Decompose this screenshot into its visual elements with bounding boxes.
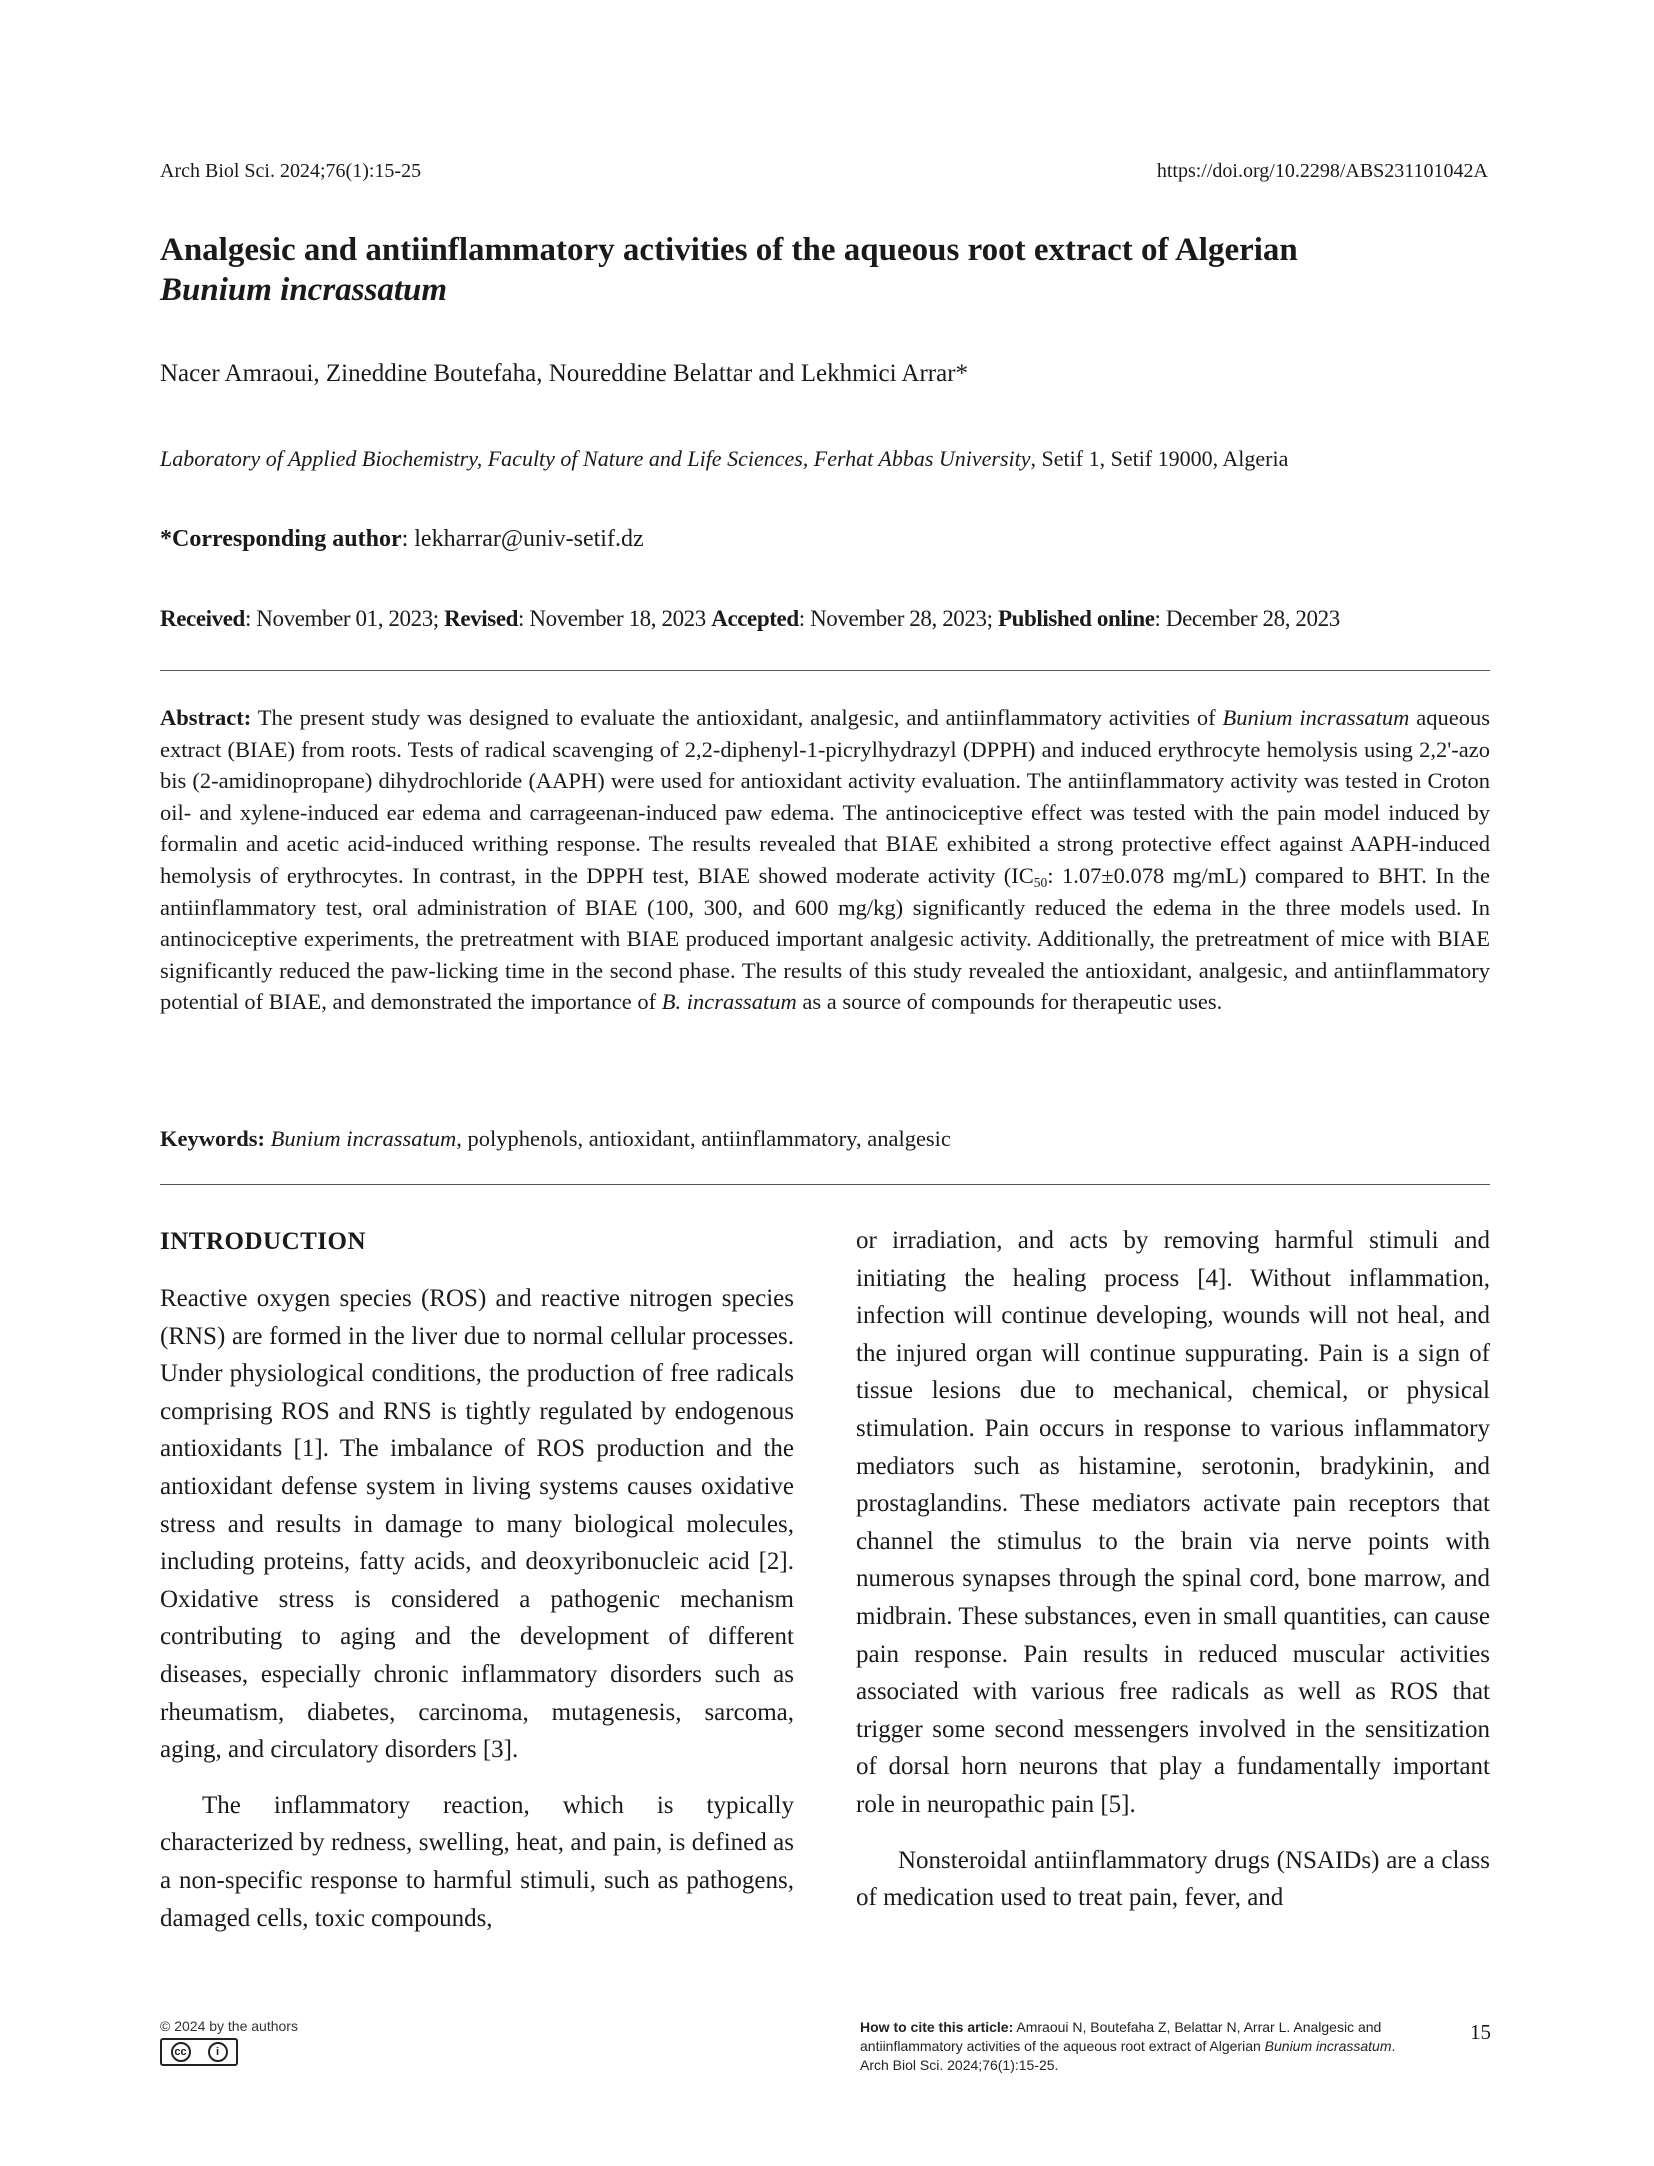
intro-paragraph-3: Nonsteroidal antiinflammatory drugs (NSAIDs) are a class of medication used to treat pain, fever, and xyxy=(856,1846,1490,1912)
copyright-notice: © 2024 by the authors xyxy=(160,2018,298,2034)
published-date: : December 28, 2023 xyxy=(1154,606,1340,631)
divider-top xyxy=(160,670,1490,671)
section-heading: INTRODUCTION xyxy=(160,1228,367,1255)
published-label: Published online xyxy=(997,606,1155,631)
cite-end: . Arch Biol Sci. 2024;76(1):15-25. xyxy=(860,2038,1396,2073)
how-to-cite xyxy=(860,2018,1400,2075)
affiliation xyxy=(160,446,1500,472)
corresponding-email[interactable]: : lekharrar@univ-setif.dz xyxy=(401,526,644,552)
affiliation-location: , Setif 1, Setif 19000, Algeria xyxy=(1030,446,1289,471)
ic50-subscript: 50 xyxy=(1033,874,1048,890)
cite-species: Bunium incrassatum xyxy=(1264,2038,1392,2054)
abstract-text: aqueous extract (BIAE) from roots. Tests of radical scavenging of 2,2-diphenyl-1-picrylhydrazyl (DPPH) and induced erythrocyte hemolysis using 2,2'-azo bis (2-amidinopropane) dihydrochloride (AAPH) were used for antioxidant activity evaluation. The antiinflammatory activity was tested in Croton oil- and xylene-induced ear edema and carrageenan-induced paw edema. The antinociceptive effect was tested with the pain model induced by formalin and acetic acid-induced writhing response. The results revealed that BIAE exhibited a strong protective effect against AAPH-induced hemolysis of erythrocytes. In contrast, in the DPPH test, BIAE showed moderate activity (IC xyxy=(160,705,1491,888)
abstract-species-short: B. incrassatum xyxy=(661,989,797,1015)
abstract-species: Bunium incrassatum xyxy=(1222,705,1410,730)
corresponding-label: *Corresponding author xyxy=(160,526,402,552)
title-species: Bunium incrassatum xyxy=(160,272,448,308)
abstract-label: Abstract: xyxy=(160,705,252,730)
revised-label: Revised xyxy=(444,606,519,631)
keywords xyxy=(160,1126,951,1152)
intro-paragraph-1: Reactive oxygen species (ROS) and reactive nitrogen species (RNS) are formed in the liver due to normal cellular processes. Under physiological conditions, the production of free radicals comprising ROS and RNS is tightly regulated by endogenous antioxidants [1]. The imbalance of ROS production and the antioxidant defense system in living systems causes oxidative stress and results in damage to many biological molecules, including proteins, fatty acids, and deoxyribonucleic acid [2]. Oxidative stress is considered a pathogenic mechanism contributing to aging and the development of different diseases, especially chronic inflammatory disorders such as rheumatism, diabetes, carcinoma, mutagenesis, sarcoma, aging, and circulatory disorders [3]. xyxy=(160,1285,794,1764)
intro-paragraph-2-continued: or irradiation, and acts by removing harmful stimuli and initiating the healing process [4]. Without inflammation, infection will continue developing, wounds will not heal, and the injured organ will continue suppurating. Pain is a sign of tissue lesions due to mechanical, chemical, or physical stimulation. Pain occurs in response to various inflammatory mediators such as histamine, serotonin, bradykinin, and prostaglandins. These mediators activate pain receptors that channel the stimulus to the brain via nerve points with numerous synapses through the spinal cord, bone marrow, and midbrain. These substances, even in small quantities, can cause pain response. Pain results in reduced muscular activities associated with various free radicals as well as ROS that trigger some second messengers involved in the sensitization of dorsal horn neurons that play a fundamentally important role in neuropathic pain [5]. xyxy=(856,1227,1490,1818)
abstract-text: The present study was designed to evaluate the antioxidant, analgesic, and antiinflammatory activities of xyxy=(251,705,1223,730)
affiliation-institution: Laboratory of Applied Biochemistry, Faculty of Nature and Life Sciences, Ferhat Abbas University xyxy=(160,446,1031,471)
received-date: : November 01, 2023; xyxy=(244,606,445,631)
corresponding-author xyxy=(160,526,644,553)
accepted-label: Accepted xyxy=(711,606,799,631)
article-title xyxy=(160,230,1500,310)
intro-paragraph-2: The inflammatory reaction, which is typically characterized by redness, swelling, heat, and pain, is defined as a non-specific response to harmful stimuli, such as pathogens, damaged cells, toxic compounds, xyxy=(160,1791,794,1932)
journal-citation: Arch Biol Sci. 2024;76(1):15-25 xyxy=(160,160,422,182)
keywords-species: Bunium incrassatum xyxy=(270,1126,457,1151)
received-label: Received xyxy=(160,606,245,631)
abstract xyxy=(160,702,1490,1018)
cc-license-icon[interactable] xyxy=(160,2038,238,2066)
doi-link[interactable]: https://doi.org/10.2298/ABS231101042A xyxy=(1156,160,1488,182)
revised-date: : November 18, 2023 xyxy=(518,606,712,631)
keywords-label: Keywords: xyxy=(160,1126,265,1151)
cc-circle-icon: cc xyxy=(171,2042,191,2062)
by-person-icon: i xyxy=(208,2042,228,2062)
cite-label: How to cite this article: xyxy=(860,2019,1014,2035)
divider-bottom xyxy=(160,1184,1490,1185)
author-list: Nacer Amraoui, Zineddine Boutefaha, Noureddine Belattar and Lekhmici Arrar* xyxy=(160,360,969,387)
accepted-date: : November 28, 2023; xyxy=(798,606,998,631)
title-line: Analgesic and antiinflammatory activities of the aqueous root extract of Algerian xyxy=(160,232,1298,268)
cite-text: Amraoui N, Boutefaha Z, Belattar N, Arrar L. Analgesic and antiinflammatory activities of the aqueous root extract of Algerian xyxy=(860,2019,1382,2054)
keywords-list: , polyphenols, antioxidant, antiinflammatory, analgesic xyxy=(456,1126,951,1151)
page-number: 15 xyxy=(1470,2020,1491,2044)
column-right xyxy=(856,1222,1490,1917)
abstract-text: as a source of compounds for therapeutic uses. xyxy=(796,989,1223,1015)
article-dates xyxy=(160,606,1500,632)
column-left xyxy=(160,1222,794,1937)
abstract-text: : 1.07±0.078 mg/mL) compared to BHT. In the antiinflammatory test, oral administration of BIAE (100, 300, and 600 mg/kg) significantly reduced the edema in the three models used. In antinociceptive experiments, the pretreatment with BIAE produced important analgesic activity. Additionally, the pretreatment of mice with BIAE significantly reduced the paw-licking time in the second phase. The results of this study revealed the antioxidant, analgesic, and antiinflammatory potential of BIAE, and demonstrated the importance of xyxy=(160,862,1490,1015)
